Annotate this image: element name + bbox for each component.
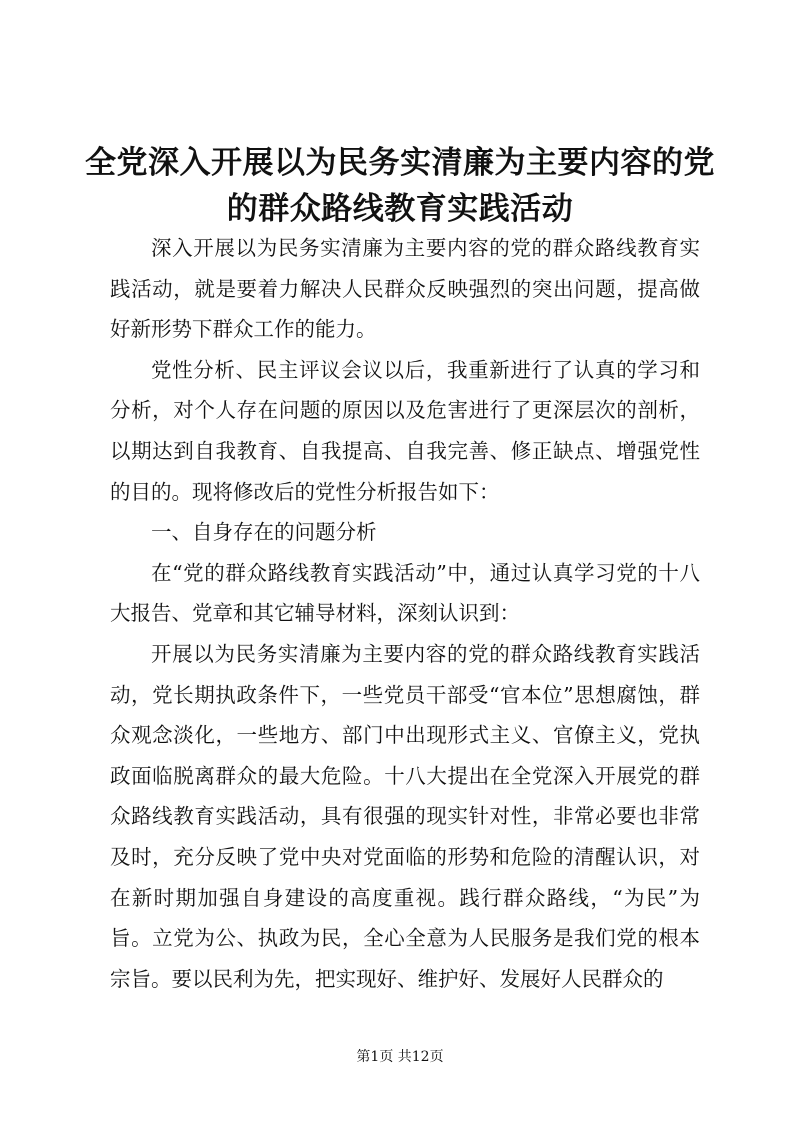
paragraph-intro: 深入开展以为民务实清廉为主要内容的党的群众路线教育实践活动，就是要着力解决人民群众反映强烈的突出问题，提高做好新形势下群众工作的能力。 bbox=[110, 236, 700, 342]
paragraph-analysis-purpose: 党性分析、民主评议会议以后，我重新进行了认真的学习和分析，对个人存在问题的原因以及危害进行了更深层次的剖析，以期达到自我教育、自我提高、自我完善、修正缺点、增强党性的目的。现将修改后的党性分析报告如下： bbox=[110, 357, 700, 504]
document-body bbox=[110, 228, 700, 999]
page-footer bbox=[0, 1047, 800, 1067]
document-title: 全党深入开展以为民务实清廉为主要内容的党的群众路线教育实践活动 bbox=[85, 145, 715, 227]
section-heading-problems: 一、自身存在的问题分析 bbox=[151, 520, 377, 545]
paragraph-main-discussion: 开展以为民务实清廉为主要内容的党的群众路线教育实践活动，党长期执政条件下，一些党员干部受“官本位”思想腐蚀，群众观念淡化，一些地方、部门中出现形式主义、官僚主义，党执政面临脱离群众的最大危险。十八大提出在全党深入开展党的群众路线教育实践活动，具有很强的现实针对性，非常必要也非常及时，充分反映了党中央对党面临的形势和危险的清醒认识，对在新时期加强自身建设的高度重视。践行群众路线，“为民”为旨。立党为公、执政为民，全心全意为人民服务是我们党的根本宗旨。要以民利为先，把实现好、维护好、发展好人民群众的 bbox=[110, 641, 700, 991]
page-number: 第1页 共12页 bbox=[356, 1049, 444, 1065]
paragraph-study-reflection: 在“党的群众路线教育实践活动”中，通过认真学习党的十八大报告、党章和其它辅导材料，深刻认识到： bbox=[110, 560, 700, 626]
